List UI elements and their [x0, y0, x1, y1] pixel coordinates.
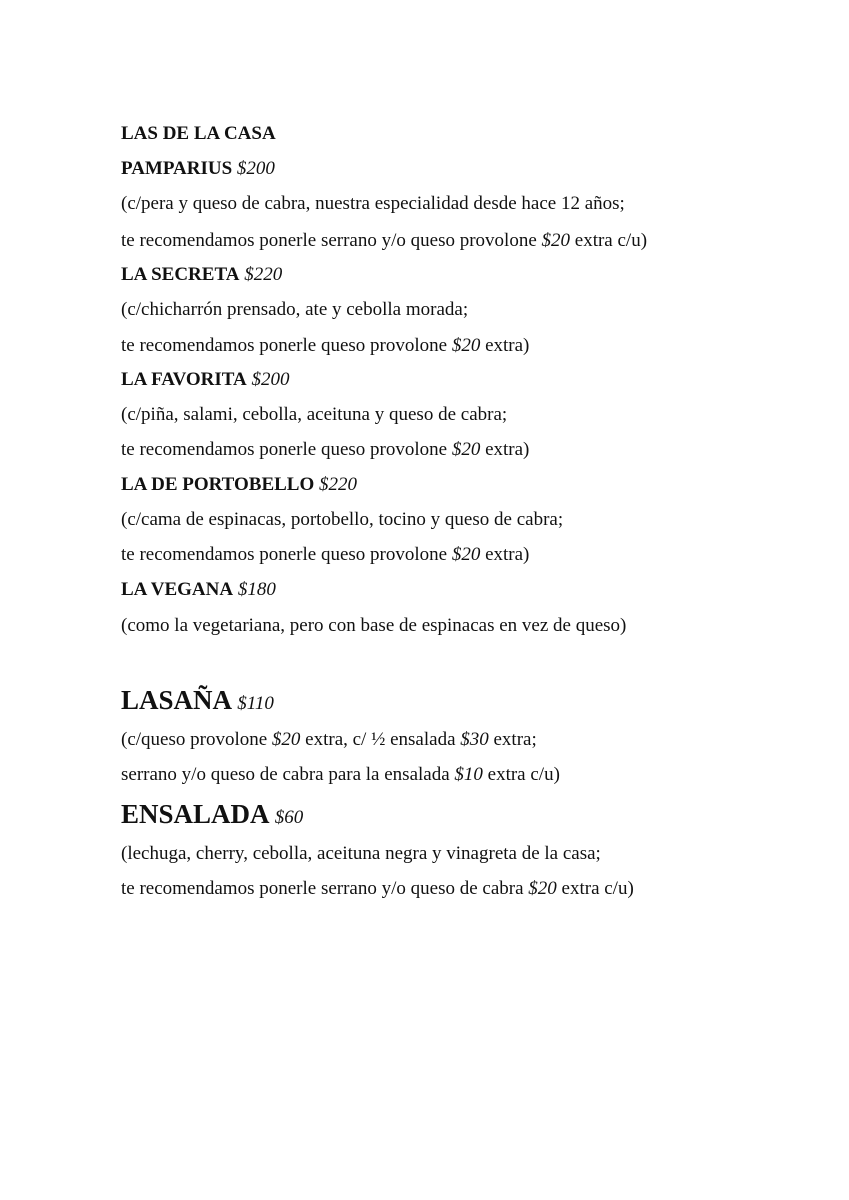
desc-text: extra c/u): [556, 878, 634, 899]
item-name: LA SECRETA: [121, 264, 240, 285]
item-description: (c/cama de espinacas, portobello, tocino y queso de cabra;: [121, 509, 564, 530]
desc-text: te recomendamos ponerle serrano y/o queso de cabra: [121, 878, 529, 899]
desc-text: extra): [480, 544, 530, 565]
extra-price: $30: [460, 729, 489, 750]
extra-price: $20: [528, 878, 557, 899]
extra-price: $20: [541, 230, 571, 251]
item-name: LA DE PORTOBELLO: [121, 474, 315, 495]
extra-price: $20: [451, 544, 481, 565]
desc-text: te recomendamos ponerle queso provolone: [121, 335, 452, 356]
item-name: LA VEGANA: [121, 579, 234, 600]
extra-price: $20: [451, 439, 481, 460]
desc-text: extra): [480, 335, 530, 356]
item-name: PAMPARIUS: [121, 158, 233, 179]
item-price: $180: [237, 579, 276, 600]
extra-price: $10: [454, 764, 483, 785]
item-price: $110: [237, 693, 274, 714]
desc-text: te recomendamos ponerle queso provolone: [121, 544, 452, 565]
menu-item-title: [121, 684, 274, 720]
item-description: (lechuga, cherry, cebolla, aceituna negra y vinagreta de la casa;: [121, 843, 601, 864]
item-description: (como la vegetariana, pero con base de espinacas en vez de queso): [121, 615, 627, 636]
extra-price: $20: [271, 729, 301, 750]
section-title: LAS DE LA CASA: [121, 123, 276, 144]
item-name: ENSALADA: [121, 799, 269, 829]
item-description: [121, 763, 560, 787]
menu-item-title: [121, 798, 303, 834]
item-description: [121, 543, 529, 567]
item-description: (c/pera y queso de cabra, nuestra especialidad desde hace 12 años;: [121, 193, 625, 214]
menu-item-title: [121, 368, 290, 392]
desc-text: (c/queso provolone: [121, 729, 272, 750]
desc-text: extra c/u): [482, 764, 560, 785]
item-description: [121, 334, 529, 358]
item-description: [121, 438, 529, 462]
desc-text: extra c/u): [570, 230, 648, 251]
desc-text: te recomendamos ponerle queso provolone: [121, 439, 452, 460]
item-price: $200: [251, 369, 290, 390]
item-name: LASAÑA: [121, 685, 231, 715]
desc-text: serrano y/o queso de cabra para la ensalada: [121, 764, 455, 785]
menu-item-title: [121, 473, 357, 497]
item-description: [121, 877, 634, 901]
item-name: LA FAVORITA: [121, 369, 247, 390]
desc-text: te recomendamos ponerle serrano y/o queso provolone: [121, 230, 542, 251]
desc-text: extra;: [488, 729, 537, 750]
item-price: $220: [319, 474, 358, 495]
menu-item-title: [121, 263, 282, 287]
menu-item-title: [121, 157, 275, 181]
item-description: [121, 728, 537, 752]
desc-text: extra): [480, 439, 530, 460]
item-description: (c/chicharrón prensado, ate y cebolla morada;: [121, 299, 469, 320]
extra-price: $20: [451, 335, 481, 356]
item-price: $200: [236, 158, 275, 179]
item-price: $220: [244, 264, 283, 285]
item-description: (c/piña, salami, cebolla, aceituna y queso de cabra;: [121, 404, 508, 425]
item-price: $60: [274, 807, 304, 828]
item-description: [121, 229, 647, 253]
menu-item-title: [121, 578, 276, 602]
desc-text: extra, c/ ½ ensalada: [300, 729, 461, 750]
